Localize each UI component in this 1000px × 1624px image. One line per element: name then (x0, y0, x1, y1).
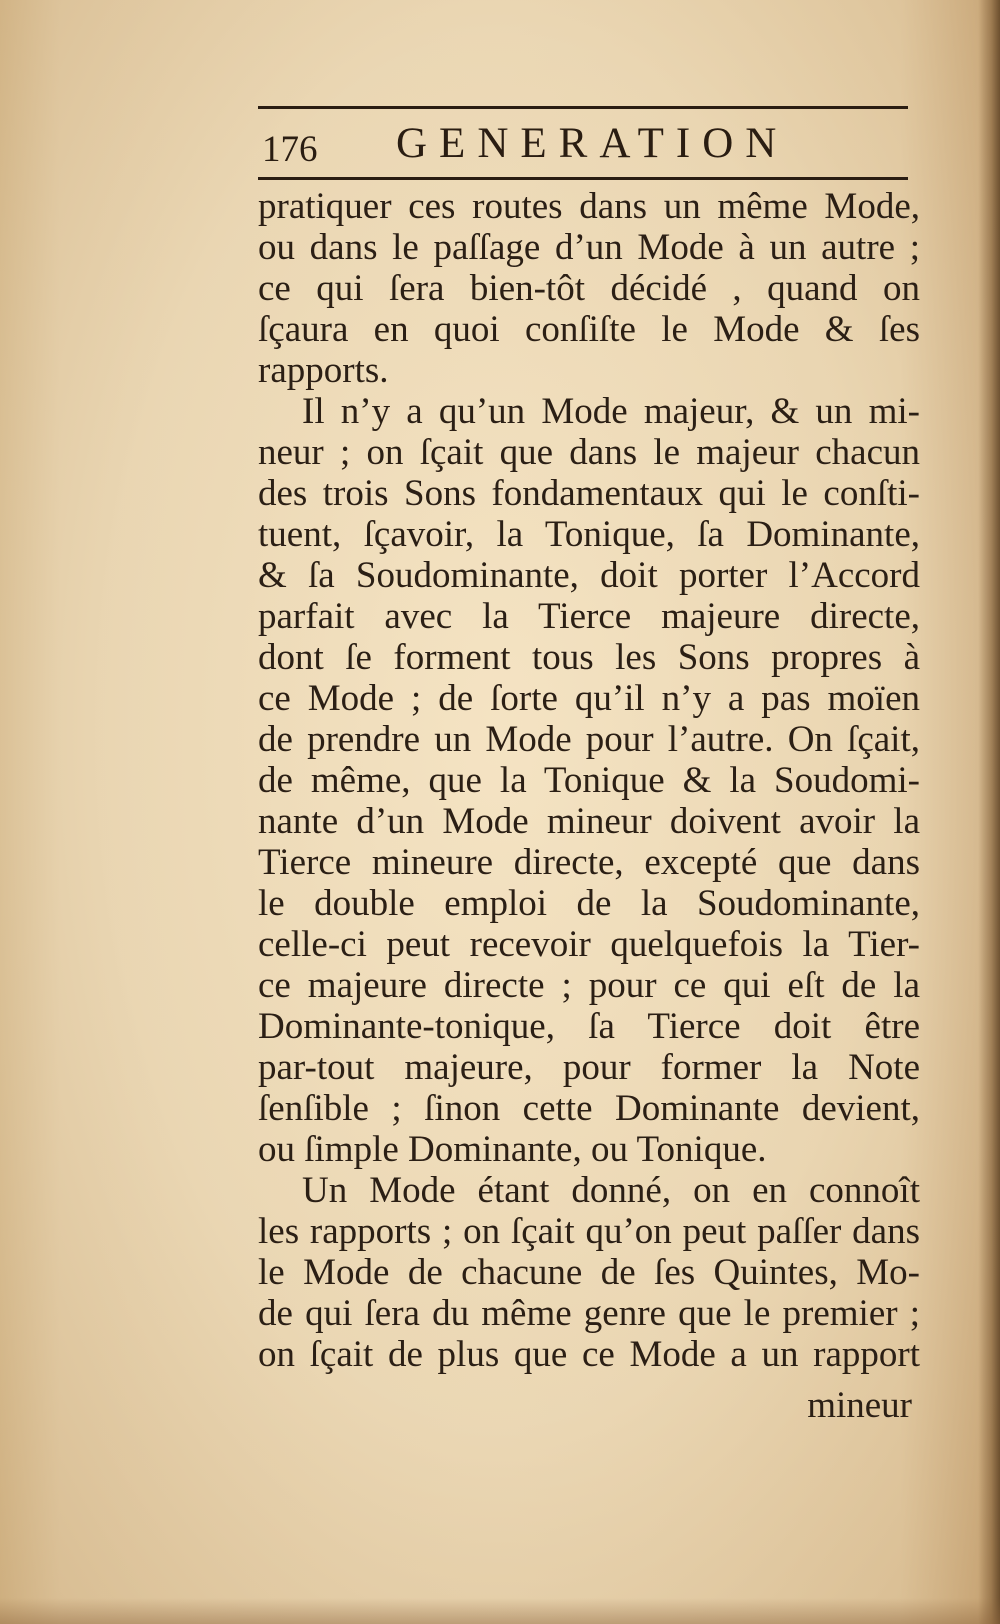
text-line: neur ; on ſçait que dans le majeur chacun (258, 432, 920, 473)
text-line: ſçaura en quoi conſiſte le Mode & ſes (258, 309, 920, 350)
catchword: mineur (807, 1385, 912, 1426)
text-line: ou ſimple Dominante, ou Tonique. (258, 1129, 767, 1170)
text-line: pratiquer ces routes dans un même Mode, (258, 186, 920, 227)
text-line: Un Mode étant donné, on en connoît (302, 1170, 920, 1211)
text-line: tuent, ſçavoir, la Tonique, ſa Dominante, (258, 514, 920, 555)
text-line: nante d’un Mode mineur doivent avoir la (258, 801, 920, 842)
text-line: le Mode de chacune de ſes Quintes, Mo- (258, 1252, 920, 1293)
text-line: parfait avec la Tierce majeure directe, (258, 596, 920, 637)
page-edge-shadow (978, 0, 1000, 1624)
text-line: ſenſible ; ſinon cette Dominante devient, (258, 1088, 920, 1129)
text-line: de même, que la Tonique & la Soudomi- (258, 760, 920, 801)
header-bottom-rule (258, 177, 908, 180)
text-line: les rapports ; on ſçait qu’on peut paſſer dans (258, 1211, 920, 1252)
text-line: Dominante-tonique, ſa Tierce doit être (258, 1006, 920, 1047)
text-line: dont ſe forment tous les Sons propres à (258, 637, 920, 678)
text-line: de qui ſera du même genre que le premier ; (258, 1293, 920, 1334)
text-line: rapports. (258, 350, 389, 391)
body-text (258, 186, 920, 1375)
text-line: par-tout majeure, pour former la Note (258, 1047, 920, 1088)
page-number: 176 (262, 129, 318, 170)
text-line: celle-ci peut recevoir quelquefois la Tier- (258, 924, 920, 965)
running-head: GENERATION (396, 120, 789, 167)
text-line: de prendre un Mode pour l’autre. On ſçait, (258, 719, 920, 760)
header-top-rule (258, 106, 908, 109)
text-line: ce majeure directe ; pour ce qui eſt de la (258, 965, 920, 1006)
text-line: ce qui ſera bien-tôt décidé , quand on (258, 268, 920, 309)
text-line: ou dans le paſſage d’un Mode à un autre ; (258, 227, 920, 268)
text-line: Tierce mineure directe, excepté que dans (258, 842, 920, 883)
text-line: Il n’y a qu’un Mode majeur, & un mi- (302, 391, 920, 432)
text-line: le double emploi de la Soudominante, (258, 883, 920, 924)
text-line: des trois Sons fondamentaux qui le conſti- (258, 473, 920, 514)
text-line: on ſçait de plus que ce Mode a un rapport (258, 1334, 920, 1375)
text-line: ce Mode ; de ſorte qu’il n’y a pas moïen (258, 678, 920, 719)
page-bottom-shadow (0, 1598, 1000, 1624)
text-line: & ſa Soudominante, doit porter l’Accord (258, 555, 920, 596)
